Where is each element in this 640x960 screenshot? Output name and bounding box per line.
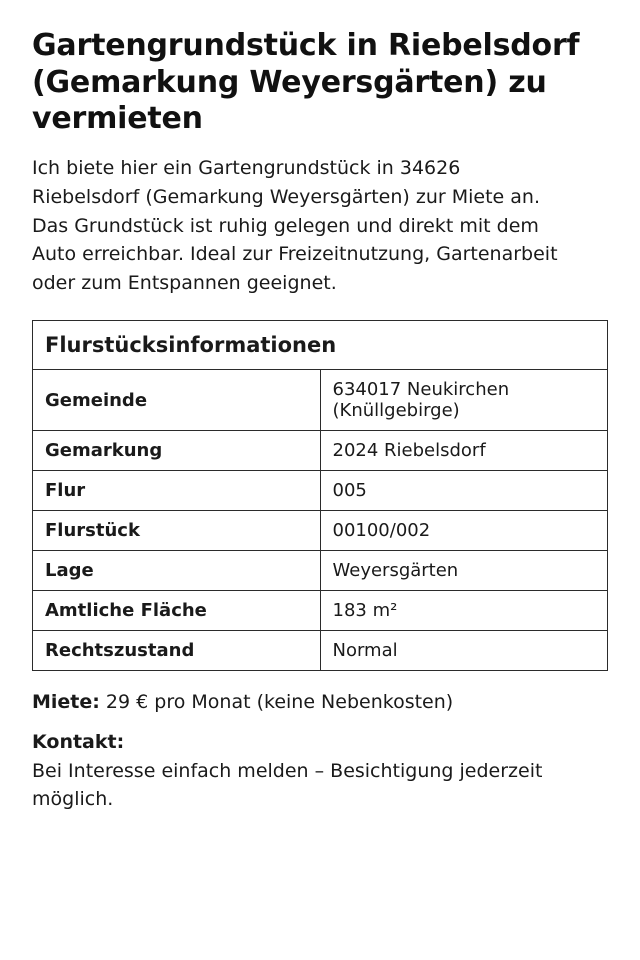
table-row (33, 431, 608, 471)
table-caption-row (33, 321, 608, 370)
row-label: Rechtszustand (33, 631, 321, 671)
row-label: Gemarkung (33, 431, 321, 471)
page-title: Gartengrundstück in Riebelsdorf (Gemarkung Weyersgärten) zu vermieten (32, 28, 580, 137)
parcel-info-table (32, 320, 608, 671)
listing-description: Ich biete hier ein Gartengrundstück in 34626 Riebelsdorf (Gemarkung Weyersgärten) zur Miete an. Das Grundstück ist ruhig gelegen und direkt mit dem Auto erreichbar. Ideal zur Freizeitnutzung, Gartenarbeit oder zum Entspannen geeignet. (32, 156, 558, 295)
row-label: Flur (33, 471, 321, 511)
row-value: 183 m² (320, 591, 608, 631)
table-row (33, 370, 608, 431)
row-value: Normal (320, 631, 608, 671)
contact-text: Bei Interesse einfach melden – Besichtigung jederzeit möglich. (32, 759, 543, 811)
row-label: Flurstück (33, 511, 321, 551)
table-row (33, 551, 608, 591)
table-caption: Flurstücksinformationen (33, 321, 608, 370)
row-label: Gemeinde (33, 370, 321, 431)
table-row (33, 591, 608, 631)
table-row (33, 631, 608, 671)
row-value: 2024 Riebelsdorf (320, 431, 608, 471)
table-row (33, 511, 608, 551)
row-value: 634017 Neukirchen (Knüllgebirge) (320, 370, 608, 431)
price-value: 29 € pro Monat (keine Nebenkosten) (105, 691, 454, 714)
row-label: Lage (33, 551, 321, 591)
contact-heading: Kontakt: (32, 730, 125, 753)
table-row (33, 471, 608, 511)
row-value: Weyersgärten (320, 551, 608, 591)
row-value: 005 (320, 471, 608, 511)
row-value: 00100/002 (320, 511, 608, 551)
price-line (32, 689, 608, 717)
price-label: Miete: (32, 691, 100, 714)
row-label: Amtliche Fläche (33, 591, 321, 631)
